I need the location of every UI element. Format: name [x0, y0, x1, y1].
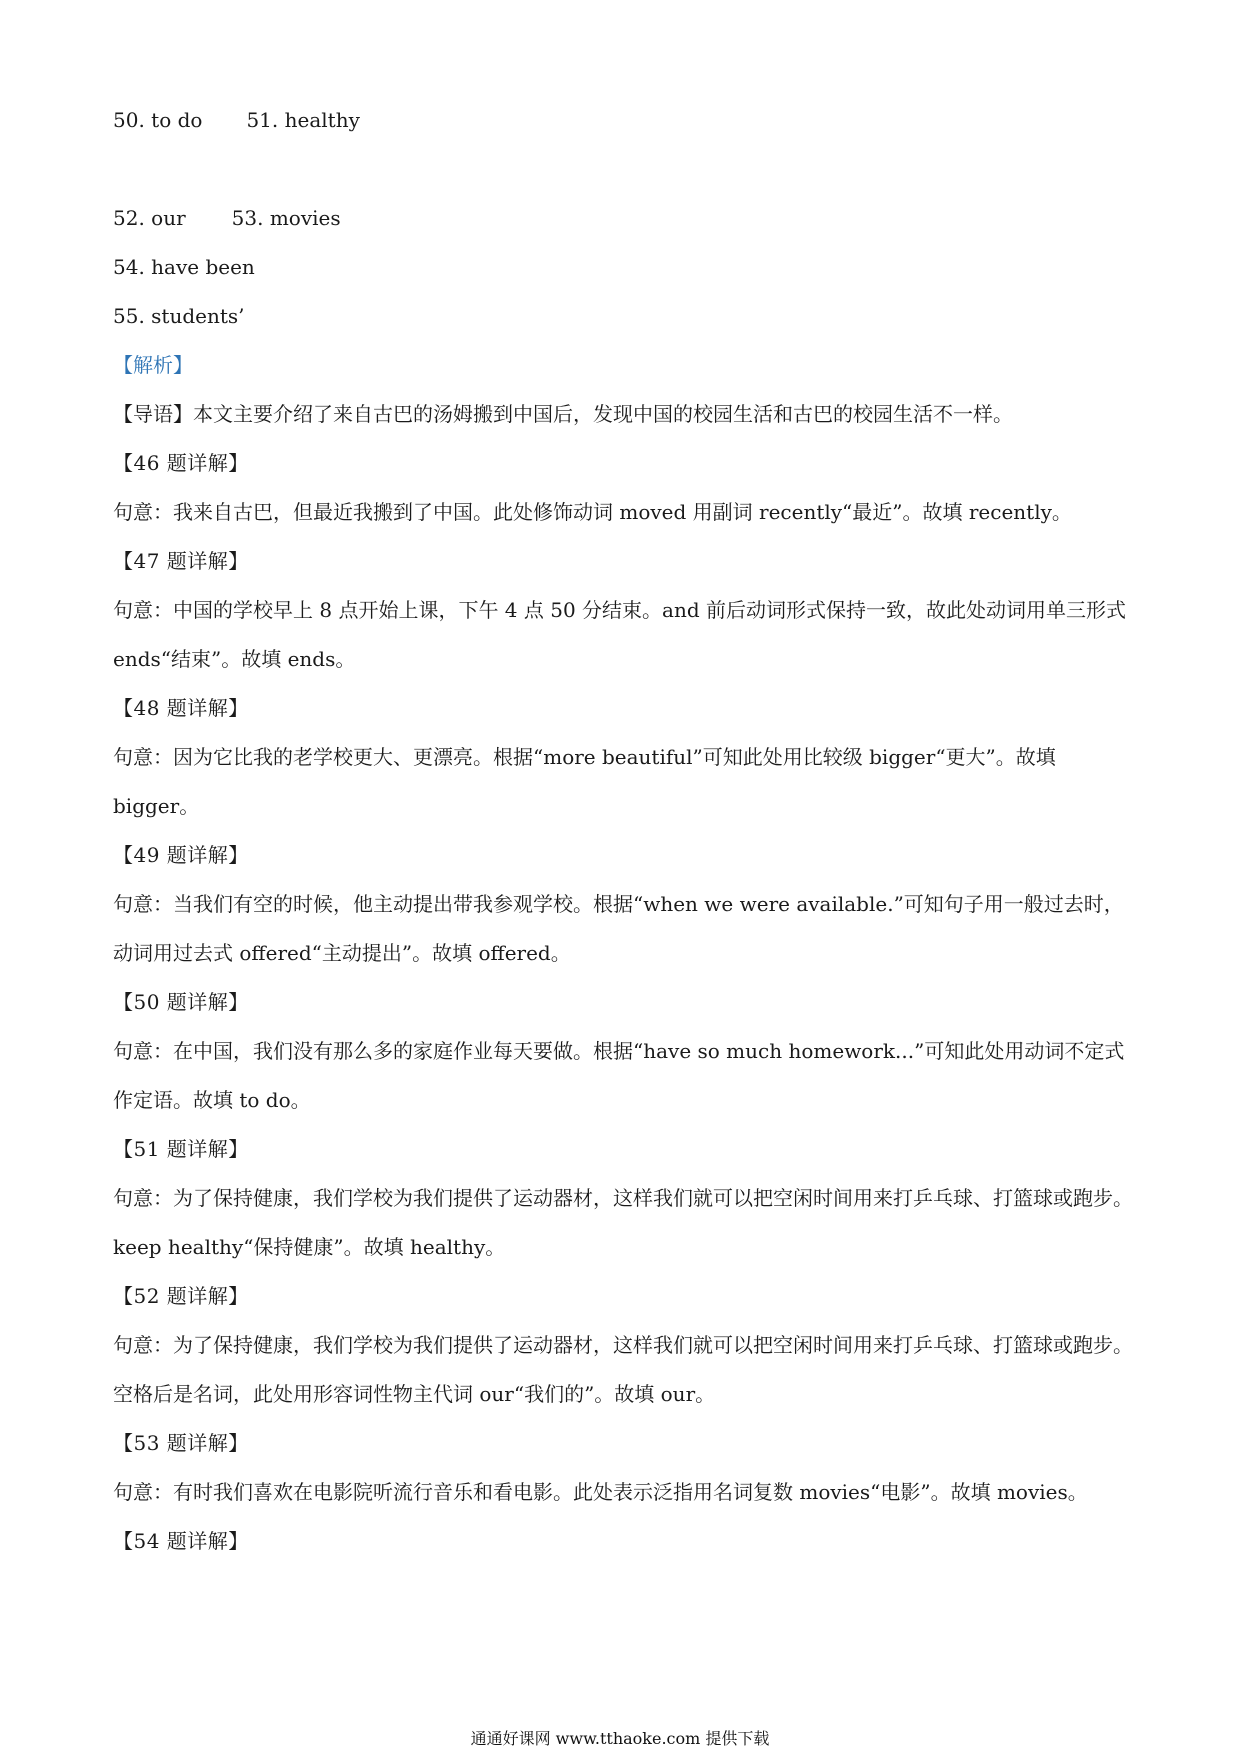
answer-55: 55. students’ [113, 304, 245, 328]
item-header-50: 【50 题详解】 [113, 990, 249, 1014]
analysis-label: 【解析】 [113, 353, 193, 377]
item-header-49: 【49 题详解】 [113, 843, 249, 867]
answer-54: 54. have been [113, 255, 255, 279]
item-body-50: 句意：在中国，我们没有那么多的家庭作业每天要做。根据“have so much homework...”可知此处用动词不定式作定语。故填 to do。 [113, 1039, 1125, 1112]
answer-50: 50. to do [113, 108, 203, 132]
item-body-48: 句意：因为它比我的老学校更大、更漂亮。根据“more beautiful”可知此处用比较级 bigger“更大”。故填 bigger。 [113, 745, 1056, 818]
item-body-53: 句意：有时我们喜欢在电影院听流行音乐和看电影。此处表示泛指用名词复数 movies“电影”。故填 movies。 [113, 1480, 1088, 1504]
item-body-51: 句意：为了保持健康，我们学校为我们提供了运动器材，这样我们就可以把空闲时间用来打乒乓球、打篮球或跑步。keep healthy“保持健康”。故填 healthy。 [113, 1186, 1133, 1259]
answer-53: 53. movies [231, 206, 341, 230]
item-header-46: 【46 题详解】 [113, 451, 249, 475]
item-header-52: 【52 题详解】 [113, 1284, 249, 1308]
item-header-51: 【51 题详解】 [113, 1137, 249, 1161]
item-body-47: 句意：中国的学校早上 8 点开始上课，下午 4 点 50 分结束。and 前后动词形式保持一致，故此处动词用单三形式 ends“结束”。故填 ends。 [113, 598, 1127, 671]
page-footer: 通通好课网 www.tthaoke.com 提供下载 [470, 1729, 770, 1748]
item-header-47: 【47 题详解】 [113, 549, 249, 573]
item-body-46: 句意：我来自古巴，但最近我搬到了中国。此处修饰动词 moved 用副词 recently“最近”。故填 recently。 [113, 500, 1072, 524]
item-header-48: 【48 题详解】 [113, 696, 249, 720]
answer-row-50-51 [113, 96, 1133, 145]
answer-row-52-53 [113, 194, 1133, 243]
answer-52: 52. our [113, 206, 186, 230]
intro-text: 【导语】本文主要介绍了来自古巴的汤姆搬到中国后，发现中国的校园生活和古巴的校园生活不一样。 [113, 402, 1013, 426]
document-page [113, 96, 1133, 1566]
item-body-52: 句意：为了保持健康，我们学校为我们提供了运动器材，这样我们就可以把空闲时间用来打乒乓球、打篮球或跑步。空格后是名词，此处用形容词性物主代词 our“我们的”。故填 our。 [113, 1333, 1133, 1406]
item-header-54: 【54 题详解】 [113, 1529, 249, 1553]
item-body-49: 句意：当我们有空的时候，他主动提出带我参观学校。根据“when we were available.”可知句子用一般过去时，动词用过去式 offered“主动提出”。故填 offered。 [113, 892, 1124, 965]
answer-51: 51. healthy [246, 108, 360, 132]
item-header-53: 【53 题详解】 [113, 1431, 249, 1455]
